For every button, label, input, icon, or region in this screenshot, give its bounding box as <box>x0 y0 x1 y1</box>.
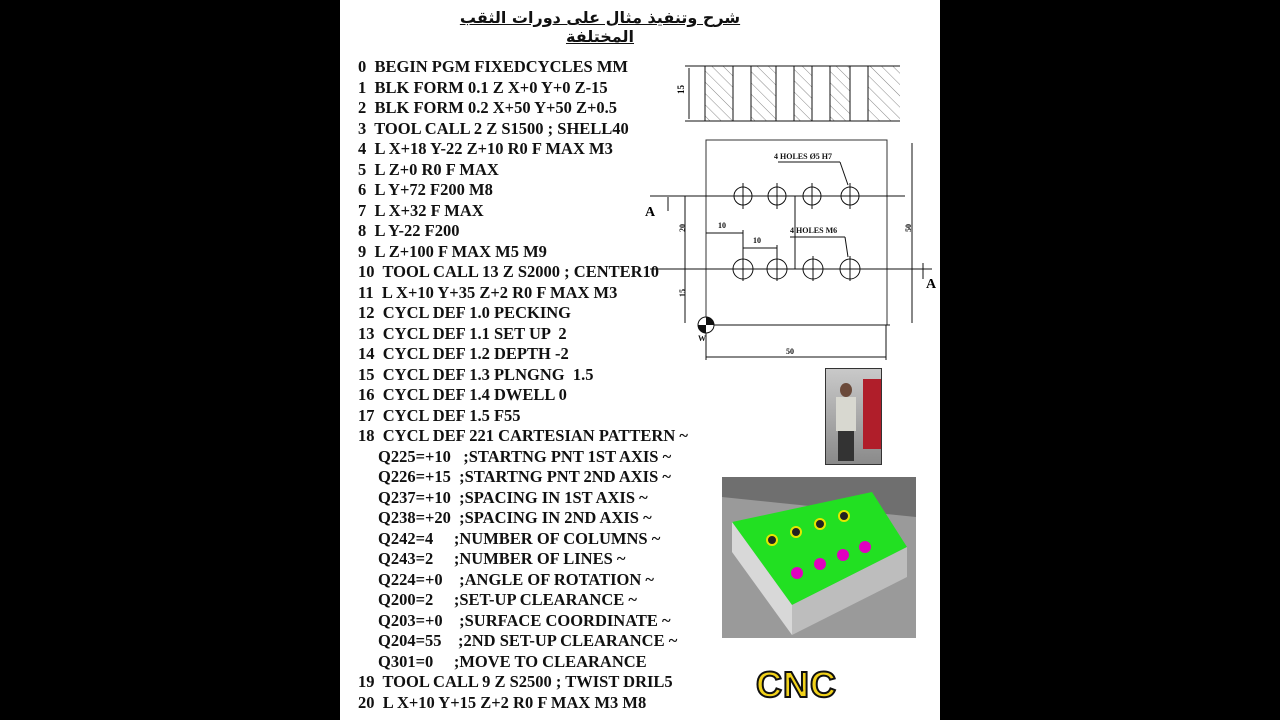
code-line: 8 L Y-22 F200 <box>358 221 460 240</box>
code-line: 9 L Z+100 F MAX M5 M9 <box>358 241 547 261</box>
origin-label: W <box>698 334 706 343</box>
presenter-photo <box>825 368 882 465</box>
code-line: Q224=+0 ;ANGLE OF ROTATION ~ <box>378 569 654 589</box>
code-line: 12 CYCL DEF 1.0 PECKING <box>358 303 571 322</box>
code-line: Q204=55 ;2ND SET-UP CLEARANCE ~ <box>378 631 678 650</box>
code-line: Q243=2 ;NUMBER OF LINES ~ <box>378 549 626 568</box>
code-line: 15 CYCL DEF 1.3 PLNGNG 1.5 <box>358 364 594 384</box>
section-mark-a-right: A <box>926 277 937 292</box>
code-line: Q225=+10 ;STARTNG PNT 1ST AXIS ~ <box>378 446 672 466</box>
code-line: Q301=0 ;MOVE TO CLEARANCE <box>378 651 647 671</box>
dim-50-vertical: 50 <box>904 224 913 232</box>
code-line: Q226=+15 ;STARTNG PNT 2ND AXIS ~ <box>378 467 671 486</box>
code-line: 16 CYCL DEF 1.4 DWELL 0 <box>358 385 567 404</box>
nc-program-listing <box>358 57 688 713</box>
code-line: 19 TOOL CALL 9 Z S2500 ; TWIST DRIL5 <box>358 672 673 691</box>
code-line: 18 CYCL DEF 221 CARTESIAN PATTERN ~ <box>358 426 688 445</box>
code-line: 1 BLK FORM 0.1 Z X+0 Y+0 Z-15 <box>358 77 608 97</box>
top-view-drawing <box>640 135 940 370</box>
code-line: 10 TOOL CALL 13 Z S2000 ; CENTER10 <box>358 262 660 281</box>
code-line: Q242=4 ;NUMBER OF COLUMNS ~ <box>378 528 661 548</box>
code-line: Q237=+10 ;SPACING IN 1ST AXIS ~ <box>378 487 648 507</box>
section-mark-a-left: A <box>645 205 656 220</box>
code-line: 6 L Y+72 F200 M8 <box>358 180 493 199</box>
workpiece-origin-icon <box>698 317 714 333</box>
label-h7-holes: 4 HOLES Ø5 H7 <box>774 152 833 161</box>
code-line: 0 BEGIN PGM FIXEDCYCLES MM <box>358 57 628 76</box>
code-line: 13 CYCL DEF 1.1 SET UP 2 <box>358 323 567 343</box>
code-line: 14 CYCL DEF 1.2 DEPTH -2 <box>358 344 569 363</box>
page-title: شرح وتنفيذ مثال على دورات الثقب المختلفة <box>459 8 741 46</box>
code-line: 17 CYCL DEF 1.5 F55 <box>358 405 521 425</box>
dim-10-first: 10 <box>718 221 726 230</box>
dim-15: 15 <box>678 289 687 297</box>
label-m6-holes: 4 HOLES M6 <box>790 226 838 235</box>
dim-10-spacing: 10 <box>753 236 761 245</box>
code-line: 3 TOOL CALL 2 Z S1500 ; SHELL40 <box>358 118 629 138</box>
code-line: 20 L X+10 Y+15 Z+2 R0 F MAX M3 M8 <box>358 692 647 712</box>
dim-20: 20 <box>678 224 687 232</box>
code-line: 11 L X+10 Y+35 Z+2 R0 F MAX M3 <box>358 282 618 302</box>
cnc-logo: CNC <box>756 664 837 705</box>
code-line: Q238=+20 ;SPACING IN 2ND AXIS ~ <box>378 508 652 527</box>
dim-thickness: 15 <box>676 85 686 94</box>
code-line: Q203=+0 ;SURFACE COORDINATE ~ <box>378 610 671 630</box>
code-line: 2 BLK FORM 0.2 X+50 Y+50 Z+0.5 <box>358 98 618 117</box>
code-line: Q200=2 ;SET-UP CLEARANCE ~ <box>378 590 637 609</box>
dim-50-horizontal: 50 <box>786 347 794 356</box>
code-line: 7 L X+32 F MAX <box>358 200 484 220</box>
3d-part-render <box>722 477 916 638</box>
code-line: 4 L X+18 Y-22 Z+10 R0 F MAX M3 <box>358 139 613 158</box>
code-line: 5 L Z+0 R0 F MAX <box>358 159 499 179</box>
